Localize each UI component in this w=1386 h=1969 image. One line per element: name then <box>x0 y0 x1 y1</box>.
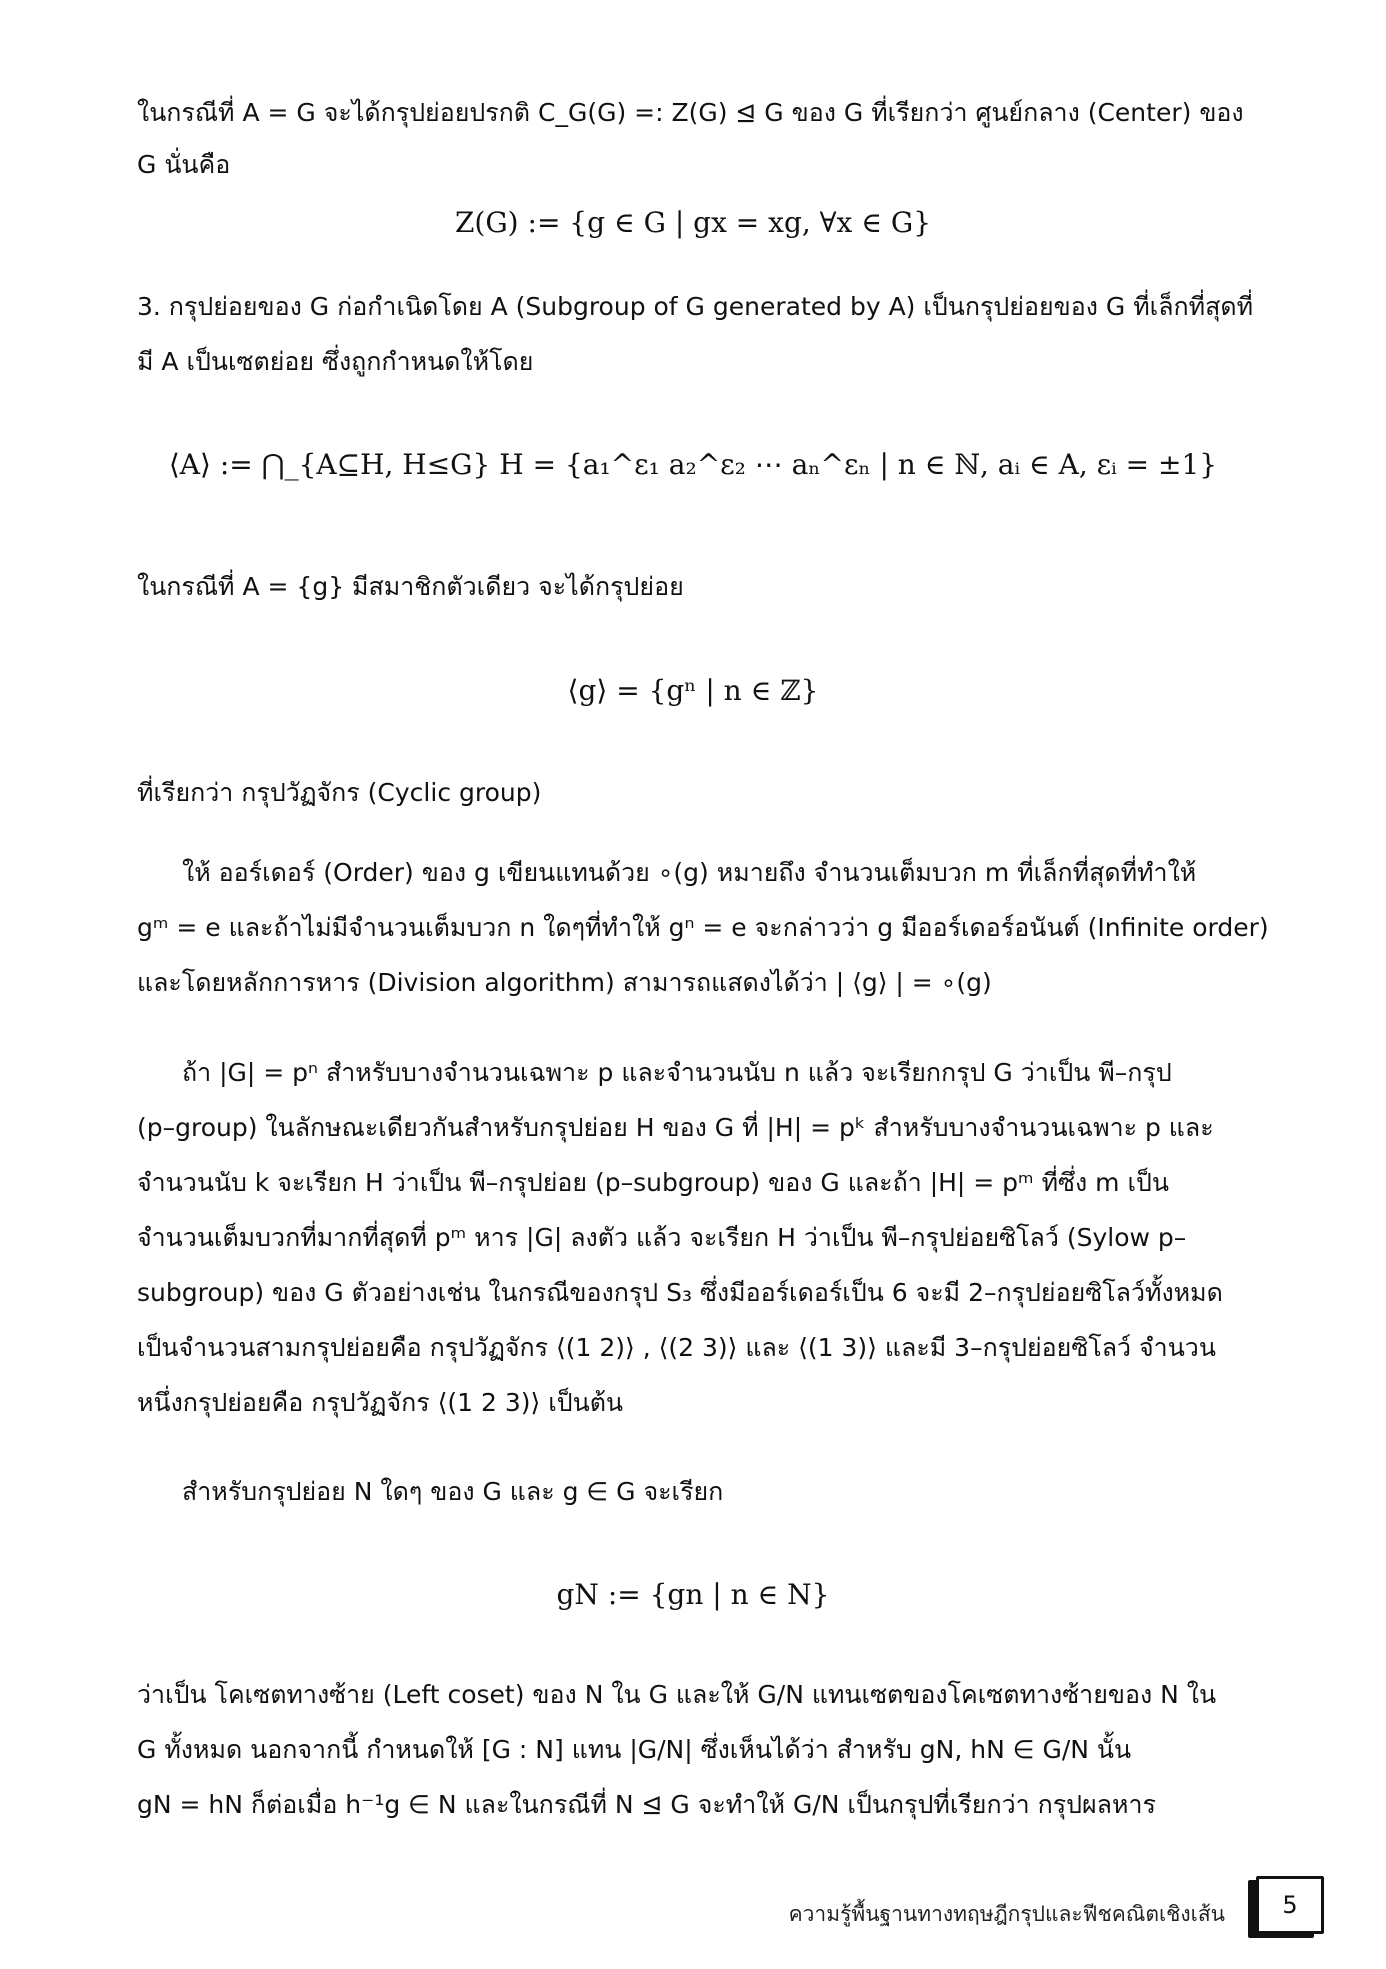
page-number-box <box>1248 1876 1322 1936</box>
text-line: G นั่นคือ <box>137 150 231 179</box>
equation-center: Z(G) := {g ∈ G | gx = xg, ∀x ∈ G} <box>454 206 932 239</box>
text-line: หนึ่งกรุปย่อยคือ กรุปวัฏจักร ⟨(1 2 3)⟩ เป็นต้น <box>137 1388 624 1417</box>
text-line: gN = hN ก็ต่อเมื่อ h⁻¹g ∈ N และในกรณีที่ N ⊴ G จะทำให้ G/N เป็นกรุปที่เรียกว่า กรุปผลหาร <box>137 1790 1156 1819</box>
equation-cyclic: ⟨g⟩ = {gⁿ | n ∈ ℤ} <box>567 674 819 707</box>
text-line: subgroup) ของ G ตัวอย่างเช่น ในกรณีของกรุป S₃ ซึ่งมีออร์เดอร์เป็น 6 จะมี 2–กรุปย่อยซิโลว์ทั้งหมด <box>137 1278 1223 1307</box>
text-line: ว่าเป็น โคเซตทางซ้าย (Left coset) ของ N ใน G และให้ G/N แทนเซตของโคเซตทางซ้ายของ N ใน <box>137 1680 1217 1709</box>
text-line: สำหรับกรุปย่อย N ใดๆ ของ G และ g ∈ G จะเรียก <box>182 1477 724 1506</box>
text-line: มี A เป็นเซตย่อย ซึ่งถูกกำหนดให้โดย <box>137 347 534 376</box>
text-line: เป็นจำนวนสามกรุปย่อยคือ กรุปวัฏจักร ⟨(1 2)⟩ , ⟨(2 3)⟩ และ ⟨(1 3)⟩ และมี 3–กรุปย่อยซิโลว์ จำนวน <box>137 1333 1216 1362</box>
page-number: 5 <box>1256 1876 1324 1934</box>
text-line: ในกรณีที่ A = G จะได้กรุปย่อยปรกติ C_G(G) =: Z(G) ⊴ G ของ G ที่เรียกว่า ศูนย์กลาง (Center) ของ <box>137 98 1244 127</box>
text-line: G ทั้งหมด นอกจากนี้ กำหนดให้ [G : N] แทน |G/N| ซึ่งเห็นได้ว่า สำหรับ gN, hN ∈ G/N นั้น <box>137 1735 1132 1764</box>
text-line: ในกรณีที่ A = {g} มีสมาชิกตัวเดียว จะได้กรุปย่อย <box>137 572 684 601</box>
text-line: 3. กรุปย่อยของ G ก่อกำเนิดโดย A (Subgroup of G generated by A) เป็นกรุปย่อยของ G ที่เล็กที่สุดที่ <box>137 292 1254 321</box>
footer-book-title: ความรู้พื้นฐานทางทฤษฎีกรุปและฟีชคณิตเชิงเส้น <box>788 1902 1225 1926</box>
text-line: (p–group) ในลักษณะเดียวกันสำหรับกรุปย่อย H ของ G ที่ |H| = pᵏ สำหรับบางจำนวนเฉพาะ p และ <box>137 1113 1214 1142</box>
text-line: และโดยหลักการหาร (Division algorithm) สามารถแสดงได้ว่า | ⟨g⟩ | = ∘(g) <box>137 968 992 997</box>
text-line: จำนวนนับ k จะเรียก H ว่าเป็น พี–กรุปย่อย (p–subgroup) ของ G และถ้า |H| = pᵐ ที่ซึ่ง m เป็น <box>137 1168 1169 1197</box>
text-line: จำนวนเต็มบวกที่มากที่สุดที่ pᵐ หาร |G| ลงตัว แล้ว จะเรียก H ว่าเป็น พี–กรุปย่อยซิโลว์ (Sylow p– <box>137 1223 1187 1252</box>
text-line: ถ้า |G| = pⁿ สำหรับบางจำนวนเฉพาะ p และจำนวนนับ n แล้ว จะเรียกกรุป G ว่าเป็น พี–กรุป <box>182 1058 1172 1087</box>
equation-generated-subgroup: ⟨A⟩ := ⋂_{A⊆H, H≤G} H = {a₁^ε₁ a₂^ε₂ ⋯ aₙ^εₙ | n ∈ ℕ, aᵢ ∈ A, εᵢ = ±1} <box>168 448 1218 481</box>
text-line: ที่เรียกว่า กรุปวัฏจักร (Cyclic group) <box>137 778 542 807</box>
text-line: gᵐ = e และถ้าไม่มีจำนวนเต็มบวก n ใดๆที่ทำให้ gⁿ = e จะกล่าวว่า g มีออร์เดอร์อนันต์ (Infinite order) <box>137 913 1269 942</box>
equation-coset: gN := {gn | n ∈ N} <box>556 1578 830 1611</box>
text-line: ให้ ออร์เดอร์ (Order) ของ g เขียนแทนด้วย ∘(g) หมายถึง จำนวนเต็มบวก m ที่เล็กที่สุดที่ทำให้ <box>182 858 1197 887</box>
